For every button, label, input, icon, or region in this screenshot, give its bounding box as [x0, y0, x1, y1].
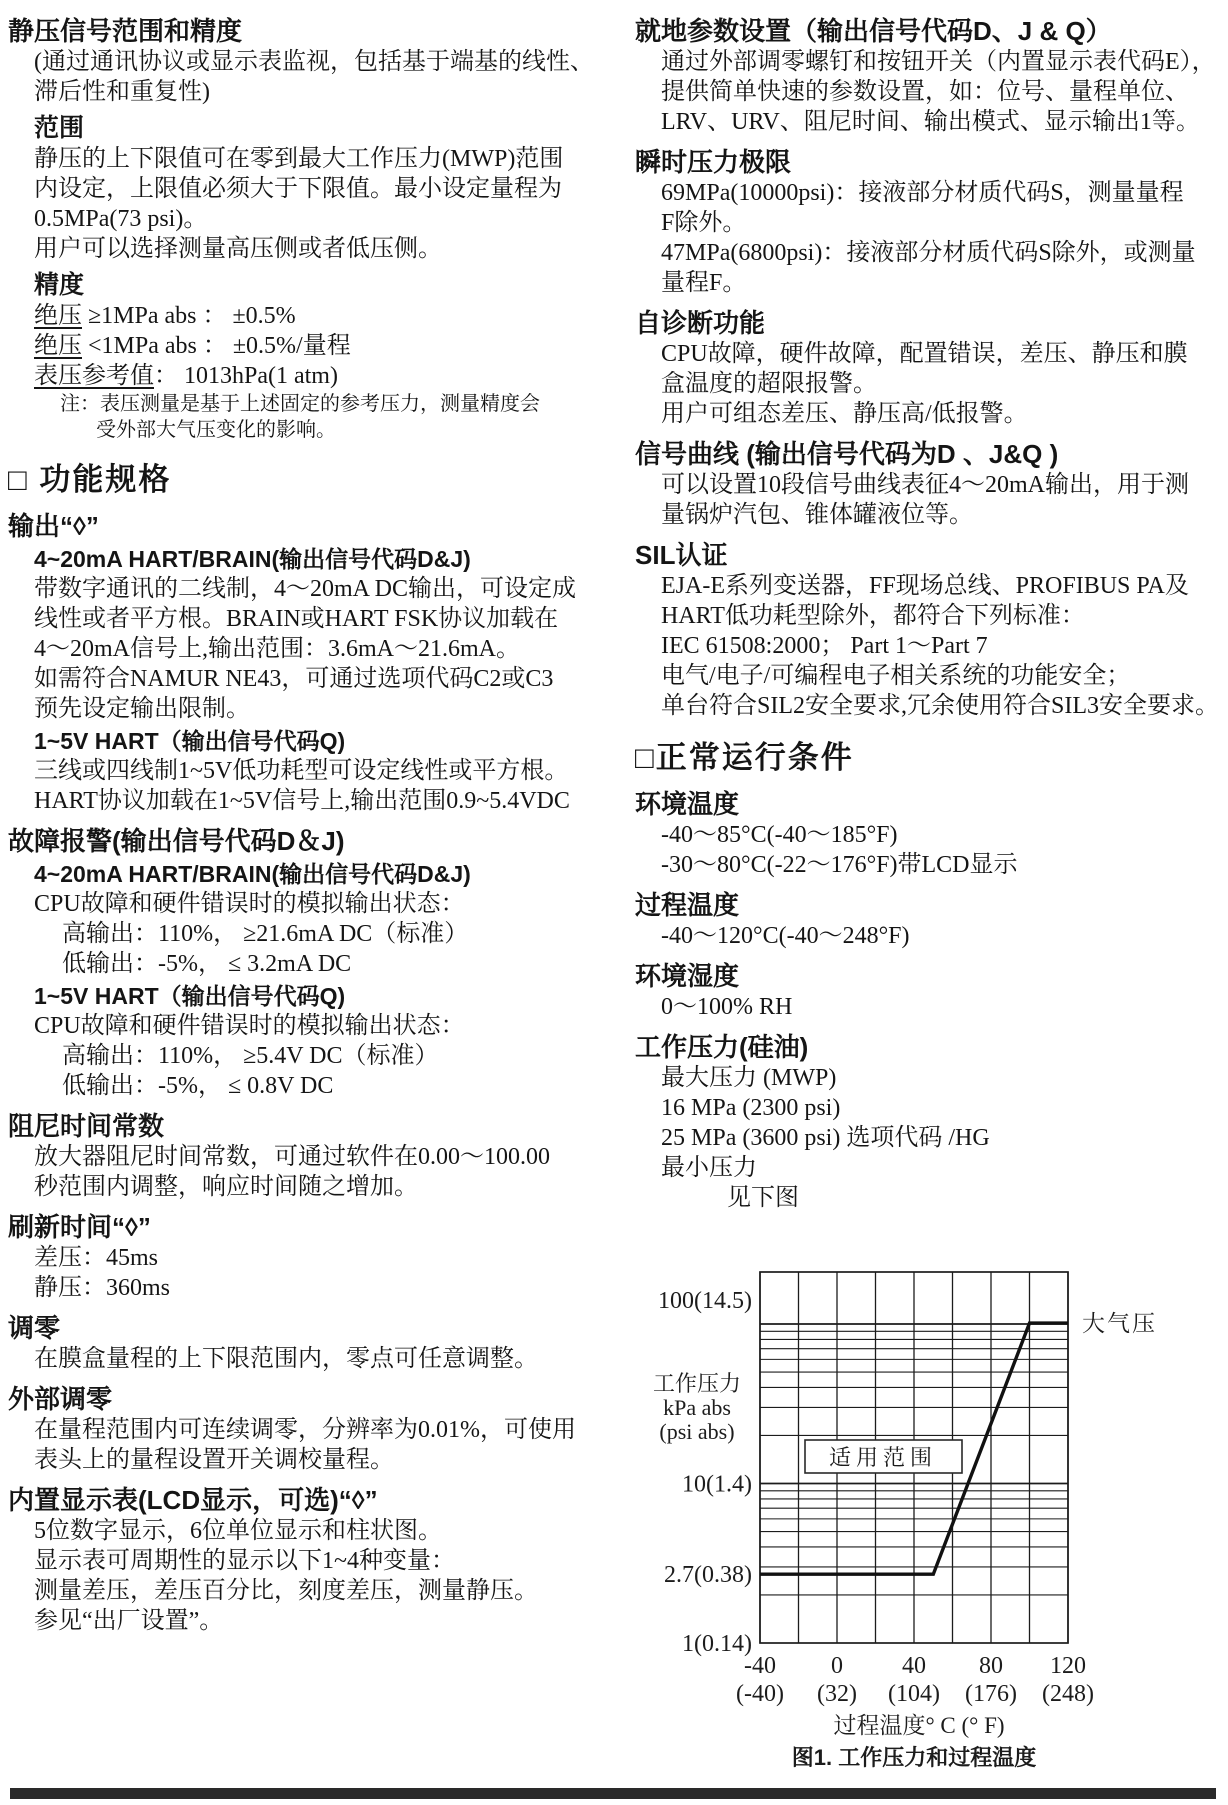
text-run: CPU故障和硬件错误时的模拟输出状态：	[34, 891, 465, 917]
text-line	[62, 949, 620, 979]
text-run: 低输出：-5%， ≤ 3.2mA DC	[62, 951, 352, 977]
figure-working-pressure-chart	[635, 1265, 1228, 1782]
text-line	[661, 47, 1228, 77]
text-run: 故障报警(输出信号代码D＆J)	[8, 826, 345, 856]
text-line	[661, 850, 1228, 880]
heading	[635, 889, 1228, 921]
text-block	[34, 1142, 620, 1202]
text-line	[34, 756, 620, 786]
text-run: 显示表可周期性的显示以下1~4种变量：	[34, 1548, 455, 1574]
text-run: 环境温度	[635, 789, 740, 819]
text-run: 参见“出厂设置”。	[34, 1608, 224, 1634]
heading	[635, 1031, 1228, 1063]
text-run: 信号曲线 (输出信号代码为D 、J&Q )	[635, 439, 1059, 469]
text-run: 高输出：110%， ≥21.6mA DC（标准）	[62, 921, 469, 947]
text-run: 注：表压测量是基于上述固定的参考压力，测量精度会	[60, 393, 540, 415]
text-line	[62, 1041, 620, 1071]
text-run: 单台符合SIL2安全要求,冗余使用符合SIL3安全要求。	[661, 693, 1219, 719]
page-bottom-rule	[10, 1788, 1216, 1799]
text-run: 静压信号范围和精度	[8, 16, 243, 46]
y-tick-label: 100(14.5)	[658, 1288, 752, 1314]
x-tick-label-c: -40	[744, 1653, 776, 1679]
text-run: 5位数字显示，6位单位显示和柱状图。	[34, 1518, 442, 1544]
text-line	[34, 544, 620, 574]
text-run: 4~20mA HART/BRAIN(输出信号代码D&J)	[34, 546, 471, 572]
text-line	[8, 1383, 620, 1415]
text-block	[34, 544, 620, 574]
text-run: 用户可组态差压、静压高/低报警。	[661, 401, 1028, 427]
text-run: EJA-E系列变送器，FF现场总线、PROFIBUS PA及	[661, 573, 1189, 599]
x-tick-label-f: (104)	[888, 1681, 940, 1707]
text-run: 带数字通讯的二线制，4～20mA DC输出，可设定成	[34, 576, 577, 602]
section-header	[8, 459, 620, 501]
text-line	[34, 331, 620, 361]
text-run: 4~20mA HART/BRAIN(输出信号代码D&J)	[34, 861, 471, 887]
text-run: 4～20mA信号上,输出范围：3.6mA～21.6mA。	[34, 636, 520, 662]
text-line	[661, 601, 1228, 631]
text-run: 在膜盒量程的上下限范围内，零点可任意调整。	[34, 1346, 538, 1372]
text-line	[34, 1172, 620, 1202]
text-line	[635, 788, 1228, 820]
text-run: 47MPa(6800psi)：接液部分材质代码S除外，或测量	[661, 240, 1196, 266]
text-line	[661, 399, 1228, 429]
heading	[34, 270, 620, 301]
text-block	[34, 1011, 620, 1041]
text-block	[34, 1243, 620, 1303]
x-tick-label-f: (176)	[965, 1681, 1017, 1707]
heading	[635, 146, 1228, 178]
text-block	[34, 756, 620, 816]
heading	[635, 307, 1228, 339]
right-column	[635, 6, 1228, 1782]
text-run: 预先设定输出限制。	[34, 696, 250, 722]
text-line	[661, 107, 1228, 137]
x-tick-label-c: 120	[1050, 1653, 1086, 1679]
text-line	[34, 1415, 620, 1445]
text-run: (通过通讯协议或显示表监视，包括基于端基的线性、	[34, 49, 594, 75]
text-run: 内置显示表(LCD显示，可选)“◊”	[8, 1485, 378, 1515]
text-run: 环境湿度	[635, 961, 740, 991]
text-line	[635, 737, 1228, 779]
text-line	[661, 691, 1228, 721]
heading	[8, 510, 620, 542]
text-line	[661, 571, 1228, 601]
section-header	[635, 737, 1228, 779]
text-run: 量锅炉汽包、锥体罐液位等。	[661, 502, 973, 528]
text-run: <1MPa abs ： ±0.5%/量程	[82, 333, 351, 359]
text-line	[34, 77, 620, 107]
text-run: 范围	[34, 114, 85, 142]
figure-caption: 图1. 工作压力和过程温度	[791, 1745, 1037, 1770]
text-run: CPU故障和硬件错误时的模拟输出状态：	[34, 1013, 465, 1039]
y-axis-title: 工作压力	[652, 1371, 742, 1396]
x-tick-label-f: (32)	[817, 1681, 857, 1707]
text-block	[34, 574, 620, 724]
text-run: 低输出：-5%， ≤ 0.8V DC	[62, 1073, 334, 1099]
text-line	[661, 921, 1228, 951]
text-block	[661, 178, 1228, 298]
text-line	[34, 270, 620, 301]
text-line	[8, 15, 620, 47]
text-line	[727, 1183, 1228, 1213]
heading	[8, 15, 620, 47]
text-run: 盒温度的超限报警。	[661, 371, 877, 397]
text-block	[34, 47, 620, 107]
text-line	[34, 859, 620, 889]
text-line	[34, 634, 620, 664]
text-line	[635, 539, 1228, 571]
heading	[635, 15, 1228, 47]
heading	[8, 1383, 620, 1415]
text-line	[34, 664, 620, 694]
text-line	[661, 661, 1228, 691]
text-run: -40～120°C(-40～248°F)	[661, 923, 910, 949]
text-line	[8, 459, 620, 501]
text-run: 可以设置10段信号曲线表征4～20mA输出，用于测	[661, 472, 1189, 498]
text-line	[34, 604, 620, 634]
text-run: 三线或四线制1~5V低功耗型可设定线性或平方根。	[34, 758, 569, 784]
text-block	[661, 470, 1228, 530]
text-block	[661, 571, 1228, 721]
text-line	[34, 574, 620, 604]
text-run: 内设定，上限值必须大于下限值。最小设定量程为	[34, 176, 562, 202]
text-run: 秒范围内调整，响应时间随之增加。	[34, 1174, 418, 1200]
text-line	[661, 1153, 1228, 1183]
text-run: 自诊断功能	[635, 308, 766, 338]
text-line	[635, 438, 1228, 470]
text-run: 受外部大气压变化的影响。	[96, 419, 336, 441]
text-run: 过程温度	[635, 890, 740, 920]
text-line	[60, 391, 620, 417]
text-run: 0.5MPa(73 psi)。	[34, 206, 208, 232]
text-run: 放大器阻尼时间常数，可通过软件在0.00～100.00	[34, 1144, 550, 1170]
y-axis-title: kPa abs	[663, 1395, 731, 1420]
text-line	[34, 981, 620, 1011]
text-run: 阻尼时间常数	[8, 1111, 165, 1141]
text-run: CPU故障，硬件故障，配置错误，差压、静压和膜	[661, 341, 1188, 367]
text-line	[8, 510, 620, 542]
text-block	[34, 301, 620, 391]
text-line	[34, 1243, 620, 1273]
text-run: HART低功耗型除外，都符合下列标准：	[661, 603, 1085, 629]
text-run: 见下图	[727, 1185, 799, 1211]
text-line	[661, 339, 1228, 369]
text-line	[34, 889, 620, 919]
text-line	[34, 144, 620, 174]
text-run: 量程F。	[661, 270, 747, 296]
y-tick-label: 2.7(0.38)	[664, 1562, 752, 1589]
text-run: 滞后性和重复性)	[34, 79, 210, 105]
text-block	[34, 1344, 620, 1374]
text-line	[661, 631, 1228, 661]
right-column-text	[635, 15, 1228, 1213]
y-tick-label: 10(1.4)	[682, 1471, 752, 1498]
text-block	[34, 889, 620, 919]
text-line	[34, 1011, 620, 1041]
text-line	[661, 1063, 1228, 1093]
text-line	[34, 361, 620, 391]
text-line	[635, 1031, 1228, 1063]
text-line	[34, 301, 620, 331]
text-line	[62, 1071, 620, 1101]
text-run: 1~5V HART（输出信号代码Q)	[34, 728, 346, 754]
underlined-term: 绝压	[34, 333, 82, 359]
text-line	[34, 1606, 620, 1636]
text-line	[34, 726, 620, 756]
text-run: 用户可以选择测量高压侧或者低压侧。	[34, 236, 442, 262]
text-line	[34, 1576, 620, 1606]
text-run: 25 MPa (3600 psi) 选项代码 /HG	[661, 1125, 990, 1151]
text-line	[34, 786, 620, 816]
text-line	[8, 1312, 620, 1344]
text-run: 瞬时压力极限	[635, 147, 792, 177]
text-run: 输出“◊”	[8, 511, 99, 541]
text-block	[34, 1415, 620, 1475]
heading	[8, 1211, 620, 1243]
text-block	[661, 921, 1228, 951]
text-run: 线性或者平方根。BRAIN或HART FSK协议加载在	[34, 606, 559, 632]
text-run: 在量程范围内可连续调零，分辨率为0.01%，可使用	[34, 1417, 576, 1443]
text-line	[635, 146, 1228, 178]
text-line	[661, 1123, 1228, 1153]
text-run: 提供简单快速的参数设置，如：位号、量程单位、	[661, 79, 1189, 105]
heading	[635, 438, 1228, 470]
text-line	[8, 1484, 620, 1516]
text-run: □正常运行条件	[635, 740, 854, 775]
text-block	[34, 1516, 620, 1636]
y-tick-label: 1(0.14)	[682, 1631, 752, 1657]
y-axis-title: (psi abs)	[659, 1419, 735, 1444]
text-run: 差压：45ms	[34, 1245, 159, 1271]
text-line	[34, 1344, 620, 1374]
text-run: 通过外部调零螺钉和按钮开关（内置显示表代码E），	[661, 49, 1216, 75]
text-line	[62, 919, 620, 949]
text-block	[661, 992, 1228, 1022]
text-run: 调零	[8, 1313, 61, 1343]
heading	[34, 113, 620, 144]
text-line	[661, 77, 1228, 107]
text-line	[34, 1546, 620, 1576]
heading	[8, 1484, 620, 1516]
text-block	[661, 339, 1228, 429]
heading	[635, 539, 1228, 571]
text-line	[635, 889, 1228, 921]
text-block	[727, 1183, 1228, 1213]
text-run: ： 1013hPa(1 atm)	[154, 363, 338, 389]
text-line	[34, 204, 620, 234]
text-block	[34, 859, 620, 889]
text-line	[8, 825, 620, 857]
text-block	[661, 1063, 1228, 1183]
text-run: 测量差压，差压百分比，刻度差压，测量静压。	[34, 1578, 538, 1604]
text-line	[34, 1445, 620, 1475]
text-block	[62, 919, 620, 979]
text-line	[635, 960, 1228, 992]
text-block	[34, 144, 620, 264]
heading	[8, 1312, 620, 1344]
x-tick-label-c: 40	[902, 1653, 926, 1679]
text-line	[635, 307, 1228, 339]
applicable-range-label: 适用范围	[828, 1445, 938, 1470]
text-line	[661, 268, 1228, 298]
text-block	[34, 726, 620, 756]
heading	[8, 825, 620, 857]
x-tick-label-c: 80	[979, 1653, 1003, 1679]
text-block	[34, 981, 620, 1011]
text-line	[34, 1516, 620, 1546]
text-line	[34, 113, 620, 144]
text-run: IEC 61508:2000； Part 1～Part 7	[661, 633, 988, 659]
x-axis-title: 过程温度° C (° F)	[833, 1713, 1005, 1738]
text-line	[661, 208, 1228, 238]
underlined-term: 绝压	[34, 303, 82, 329]
text-line	[661, 1093, 1228, 1123]
text-line	[661, 178, 1228, 208]
text-block	[661, 820, 1228, 880]
heading	[8, 1110, 620, 1142]
text-line	[34, 1273, 620, 1303]
text-run: 刷新时间“◊”	[8, 1212, 151, 1242]
text-run: 16 MPa (2300 psi)	[661, 1095, 841, 1121]
text-run: 高输出：110%， ≥5.4V DC（标准）	[62, 1043, 439, 1069]
text-block	[661, 47, 1228, 137]
text-run: LRV、URV、阻尼时间、输出模式、显示输出1等。	[661, 109, 1200, 135]
left-column	[8, 6, 620, 1636]
text-block	[60, 391, 620, 443]
text-run: 69MPa(10000psi)：接液部分材质代码S，测量量程	[661, 180, 1184, 206]
text-line	[661, 238, 1228, 268]
text-run: -40～85°C(-40～185°F)	[661, 822, 898, 848]
atmospheric-pressure-label: 大气压	[1082, 1311, 1157, 1336]
text-line	[34, 234, 620, 264]
text-run: 就地参数设置（输出信号代码D、J & Q）	[635, 16, 1112, 46]
text-run: 外部调零	[8, 1384, 113, 1414]
text-line	[661, 369, 1228, 399]
x-tick-label-f: (-40)	[736, 1681, 784, 1707]
text-line	[8, 1110, 620, 1142]
working-pressure-chart	[635, 1265, 1228, 1777]
text-line	[8, 1211, 620, 1243]
text-run: 最大压力 (MWP)	[661, 1065, 837, 1091]
heading	[635, 960, 1228, 992]
text-line	[661, 820, 1228, 850]
text-run: 最小压力	[661, 1155, 757, 1181]
text-run: 如需符合NAMUR NE43，可通过选项代码C2或C3	[34, 666, 554, 692]
x-tick-label-f: (248)	[1042, 1681, 1094, 1707]
text-run: -30～80°C(-22～176°F)带LCD显示	[661, 852, 1018, 878]
text-line	[34, 694, 620, 724]
text-run: 静压的上下限值可在零到最大工作压力(MWP)范围	[34, 146, 564, 172]
text-line	[661, 500, 1228, 530]
text-run: SIL认证	[635, 540, 728, 570]
text-run: HART协议加载在1~5V信号上,输出范围0.9~5.4VDC	[34, 788, 570, 814]
text-line	[661, 992, 1228, 1022]
text-run: 静压：360ms	[34, 1275, 171, 1301]
text-run: ≥1MPa abs ： ±0.5%	[82, 303, 296, 329]
heading	[635, 788, 1228, 820]
text-run: 表头上的量程设置开关调校量程。	[34, 1447, 394, 1473]
text-run: F除外。	[661, 210, 747, 236]
x-tick-label-c: 0	[831, 1653, 843, 1679]
text-line	[96, 417, 620, 443]
text-line	[635, 15, 1228, 47]
text-line	[34, 174, 620, 204]
text-run: 精度	[34, 271, 85, 299]
text-line	[34, 47, 620, 77]
text-line	[661, 470, 1228, 500]
text-run: □ 功能规格	[8, 462, 172, 497]
text-run: 电气/电子/可编程电子相关系统的功能安全；	[661, 663, 1131, 689]
underlined-term: 表压参考值	[34, 363, 154, 389]
text-run: 工作压力(硅油)	[635, 1032, 809, 1062]
text-run: 1~5V HART（输出信号代码Q)	[34, 983, 346, 1009]
text-block	[62, 1041, 620, 1101]
text-run: 0～100% RH	[661, 994, 793, 1020]
text-line	[34, 1142, 620, 1172]
